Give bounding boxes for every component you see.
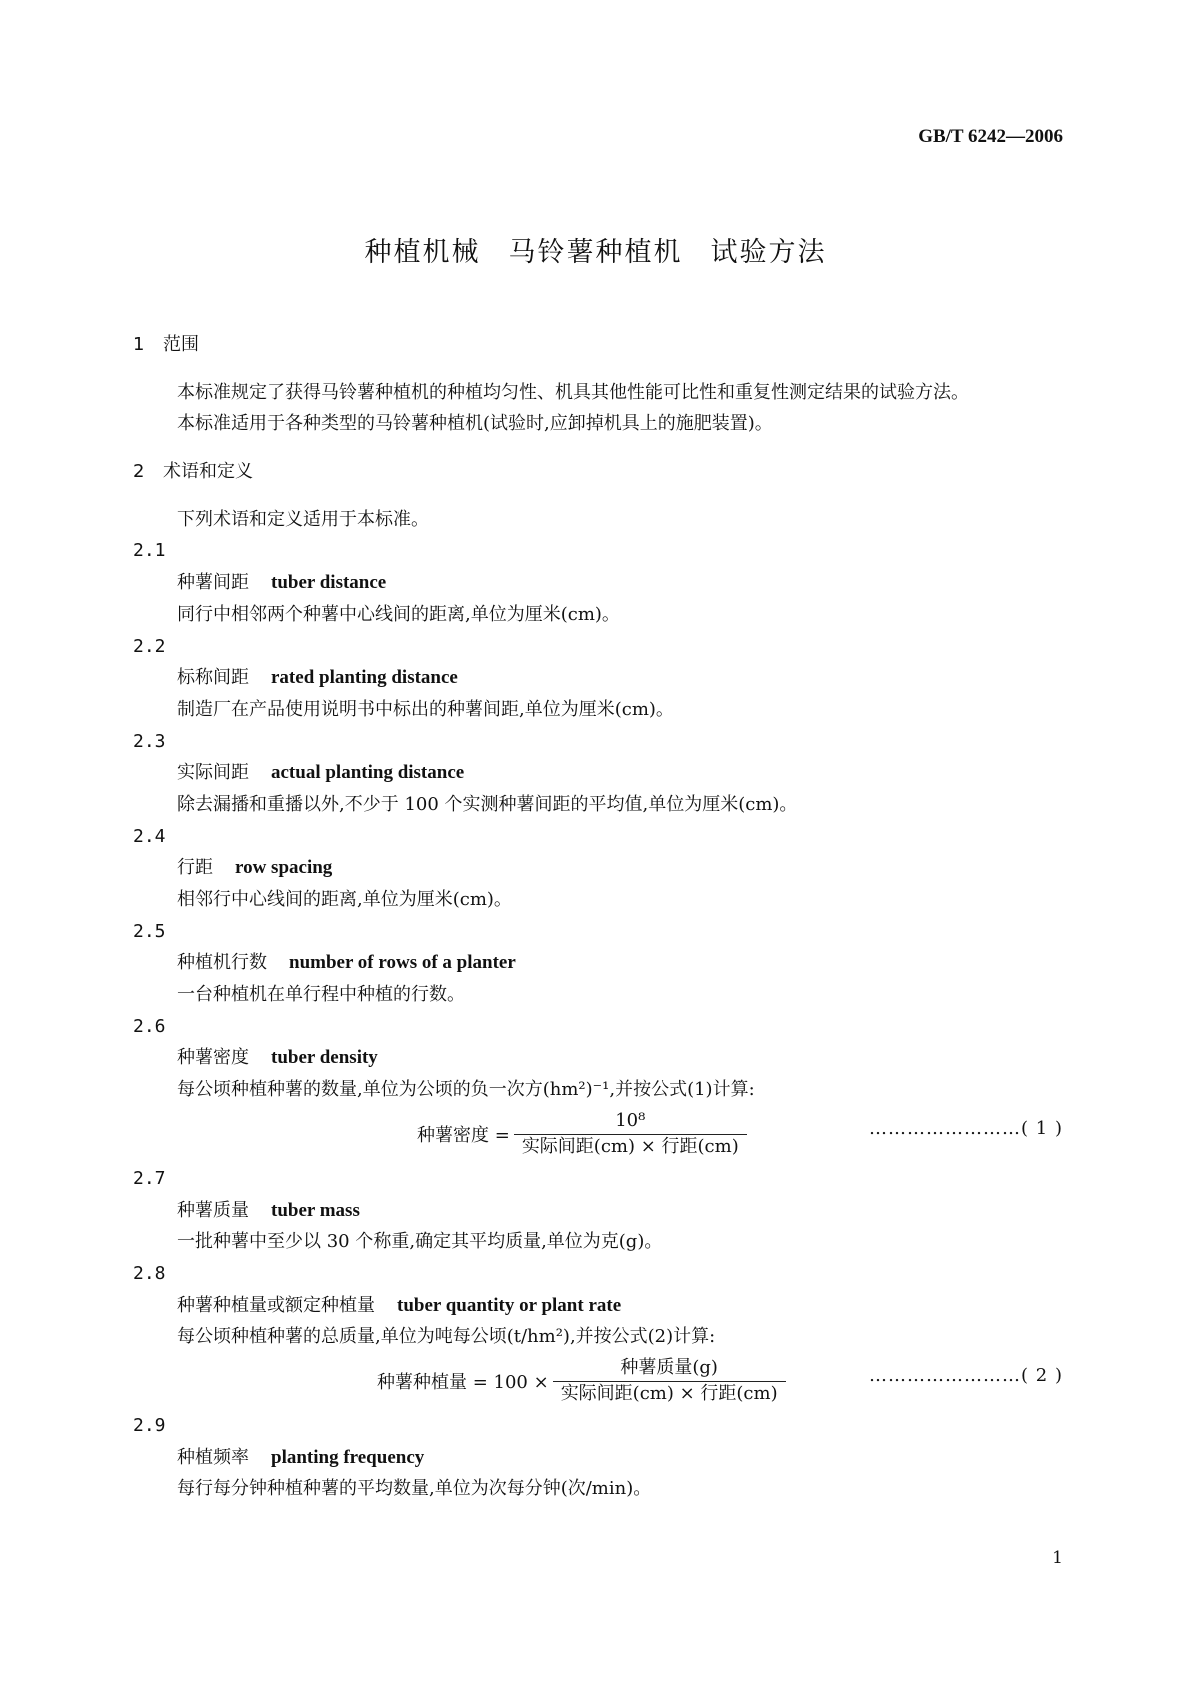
section-title: 术语和定义 [163, 461, 253, 483]
term-title [133, 567, 1063, 599]
term-definition: 一批种薯中至少以 30 个称重,确定其平均质量,单位为克(g)。 [177, 1231, 663, 1253]
term-definition: 同行中相邻两个种薯中心线间的距离,单位为厘米(cm)。 [177, 603, 620, 625]
term-title [133, 1195, 1063, 1227]
title-part: 试验方法 [710, 237, 827, 268]
term-en: row spacing [235, 857, 333, 879]
term-zh: 种植频率 [177, 1446, 249, 1468]
term-title [133, 1042, 1063, 1074]
term-zh: 实际间距 [177, 762, 249, 784]
term-en: tuber quantity or plant rate [397, 1294, 622, 1316]
formula [133, 1353, 1063, 1410]
denominator: 实际间距(cm) × 行距(cm) [521, 1136, 739, 1158]
term-title [133, 1290, 1063, 1322]
term-zh: 标称间距 [177, 667, 249, 689]
term-en: number of rows of a planter [289, 952, 516, 974]
term-zh: 种薯质量 [177, 1199, 249, 1221]
term-definition: 除去漏播和重播以外,不少于 100 个实测种薯间距的平均值,单位为厘米(cm)。 [177, 793, 798, 815]
denominator: 实际间距(cm) × 行距(cm) [560, 1383, 778, 1405]
section-number: 1 [133, 334, 145, 355]
term-title [133, 662, 1063, 694]
formula-lhs: 种薯密度 = [417, 1125, 510, 1147]
term-definition: 每行每分钟种植种薯的平均数量,单位为次每分钟(次/min)。 [177, 1478, 652, 1500]
term-title [133, 852, 1063, 884]
term-zh: 种植机行数 [177, 952, 267, 974]
numerator: 10⁸ [514, 1109, 747, 1135]
page-number: 1 [1052, 1548, 1063, 1568]
term-en: tuber density [271, 1047, 378, 1069]
section-title: 范围 [163, 334, 199, 355]
term-number: 2.7 [133, 1167, 166, 1189]
fraction [557, 1356, 782, 1406]
term-definition: 一台种植机在单行程中种植的行数。 [177, 984, 465, 1006]
formula-lhs: 种薯种植量 = 100 × [377, 1372, 549, 1394]
numerator: 种薯质量(g) [553, 1356, 786, 1382]
term-definition: 每公顷种植种薯的数量,单位为公顷的负一次方(hm²)⁻¹,并按公式(1)计算: [177, 1079, 755, 1101]
term-number: 2.4 [133, 825, 166, 847]
paragraph: 本标准规定了获得马铃薯种植机的种植均匀性、机具其他性能可比性和重复性测定结果的试验方法。 [177, 381, 969, 403]
term-zh: 行距 [177, 857, 213, 879]
term-zh: 种薯种植量或额定种植量 [177, 1294, 375, 1316]
term-number: 2.6 [133, 1015, 166, 1037]
term-en: actual planting distance [271, 762, 465, 784]
term-definition: 相邻行中心线间的距离,单位为厘米(cm)。 [177, 889, 512, 911]
term-title [133, 757, 1063, 789]
term-number: 2.9 [133, 1414, 166, 1436]
section-heading-scope [133, 329, 1063, 361]
title-part: 种植机械 [364, 237, 481, 268]
term-number: 2.3 [133, 730, 166, 752]
term-title [133, 1442, 1063, 1474]
term-definition: 每公顷种植种薯的总质量,单位为吨每公顷(t/hm²),并按公式(2)计算: [177, 1326, 716, 1348]
section-heading-terms [133, 456, 1063, 488]
document-body [133, 329, 1063, 1505]
term-zh: 种薯密度 [177, 1047, 249, 1069]
term-number: 2.8 [133, 1262, 166, 1284]
term-en: tuber distance [271, 572, 387, 594]
term-number: 2.5 [133, 920, 166, 942]
term-en: planting frequency [271, 1446, 425, 1468]
equation-number: ……………………( 1 ) [869, 1117, 1063, 1139]
term-definition: 制造厂在产品使用说明书中标出的种薯间距,单位为厘米(cm)。 [177, 698, 674, 720]
term-zh: 种薯间距 [177, 572, 249, 594]
document-title [0, 230, 1191, 269]
equation-number: ……………………( 2 ) [869, 1364, 1063, 1386]
paragraph: 本标准适用于各种类型的马铃薯种植机(试验时,应卸掉机具上的施肥装置)。 [177, 413, 773, 435]
section-number: 2 [133, 461, 145, 483]
formula [133, 1106, 1063, 1163]
fraction [518, 1109, 743, 1159]
terms-list [133, 535, 1063, 1505]
term-en: rated planting distance [271, 667, 458, 689]
term-number: 2.1 [133, 540, 166, 562]
term-en: tuber mass [271, 1199, 360, 1221]
term-number: 2.2 [133, 635, 166, 657]
standard-number: GB/T 6242—2006 [918, 126, 1063, 147]
term-title [133, 947, 1063, 979]
title-part: 马铃薯种植机 [508, 237, 683, 268]
paragraph: 下列术语和定义适用于本标准。 [177, 508, 429, 530]
